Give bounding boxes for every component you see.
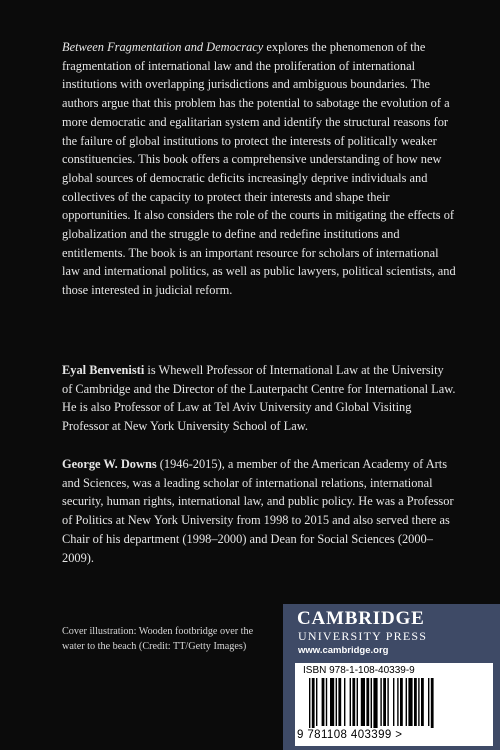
barcode-stripe bbox=[383, 678, 386, 726]
barcode-stripe bbox=[336, 678, 337, 726]
barcode-stripe bbox=[418, 678, 419, 726]
barcode-stripe bbox=[366, 678, 369, 726]
author-bio-downs bbox=[62, 455, 456, 567]
publisher-panel bbox=[283, 604, 500, 750]
barcode-stripe bbox=[431, 678, 434, 728]
publisher-name: CAMBRIDGE bbox=[297, 608, 425, 629]
barcode-stripe bbox=[371, 678, 372, 728]
barcode-stripe bbox=[361, 678, 365, 726]
barcode-stripe bbox=[373, 678, 377, 728]
author-name: Eyal Benvenisti bbox=[62, 363, 145, 377]
barcode-stripe bbox=[421, 678, 424, 726]
book-title: Between Fragmentation and Democracy bbox=[62, 40, 264, 54]
author-bio-benvenisti bbox=[62, 361, 456, 436]
barcode-stripe bbox=[338, 678, 341, 726]
barcode-stripe bbox=[357, 678, 358, 726]
barcode-digits: 9 781108 403399 > bbox=[297, 729, 403, 741]
barcode-stripe bbox=[330, 678, 334, 726]
barcode-stripe bbox=[326, 678, 327, 726]
barcode-stripe bbox=[408, 678, 412, 726]
barcode-stripe bbox=[406, 678, 407, 726]
author-name: George W. Downs bbox=[62, 457, 157, 471]
barcode-icon bbox=[307, 678, 483, 728]
barcode-stripe bbox=[380, 678, 381, 726]
barcode-stripe bbox=[414, 678, 417, 726]
barcode-stripe bbox=[428, 678, 429, 726]
author-bio-text: is Whewell Professor of International Law at the University of Cambridge and the Director of the Lauterpacht Centre for International Law. He is also Professor of Law at Tel Aviv University and Global Visiting Professor at New York University School of Law. bbox=[62, 363, 456, 434]
isbn-label: ISBN 978-1-108-40339-9 bbox=[303, 665, 415, 676]
barcode-stripe bbox=[397, 678, 398, 726]
barcode-stripe bbox=[316, 678, 317, 726]
publisher-subtitle: UNIVERSITY PRESS bbox=[298, 629, 428, 643]
barcode-stripe bbox=[312, 678, 315, 728]
cover-credit: Cover illustration: Wooden footbridge over the water to the beach (Credit: TT/Getty Images) bbox=[62, 626, 254, 652]
book-description bbox=[62, 38, 456, 300]
barcode-stripe bbox=[393, 678, 394, 726]
barcode-panel bbox=[295, 663, 493, 746]
description-text: explores the phenomenon of the fragmentation of international law and the proliferation of international institutions with overlapping jurisdictions and ambiguous boundaries. The authors argue that this problem has the potential to sabotage the evolution of a more democratic and egalitarian system and identify the structural reasons for the failure of global institutions to protect the interests of politically weaker constituencies. This book offers a comprehensive understanding of how new global sources of democratic deficits increasingly deprive individuals and collectives of the capacity to protect their interests and shape their opportunities. It also considers the role of the courts in mitigating the effects of globalization and the struggle to define and redefine institutions and entitlements. The book is an important resource for scholars of international law and international politics, as well as public lawyers, political scientists, and those interested in judicial reform. bbox=[62, 40, 456, 298]
publisher-url[interactable]: www.cambridge.org bbox=[298, 645, 389, 656]
barcode-stripe bbox=[400, 678, 403, 726]
barcode-stripe bbox=[352, 678, 355, 726]
author-bio-text: (1946-2015), a member of the American Academy of Arts and Sciences, was a leading scholar of international relations, international security, human rights, international law, and public policy. He was a Professor of Politics at New York University from 1998 to 2015 and also served there as Chair of his department (1998–2000) and Dean for Social Sciences (2000–2009). bbox=[62, 457, 454, 565]
barcode-stripe bbox=[350, 678, 351, 726]
barcode-stripe bbox=[309, 678, 310, 728]
barcode-stripe bbox=[322, 678, 325, 726]
barcode-stripe bbox=[387, 678, 388, 726]
barcode-stripe bbox=[344, 678, 345, 726]
